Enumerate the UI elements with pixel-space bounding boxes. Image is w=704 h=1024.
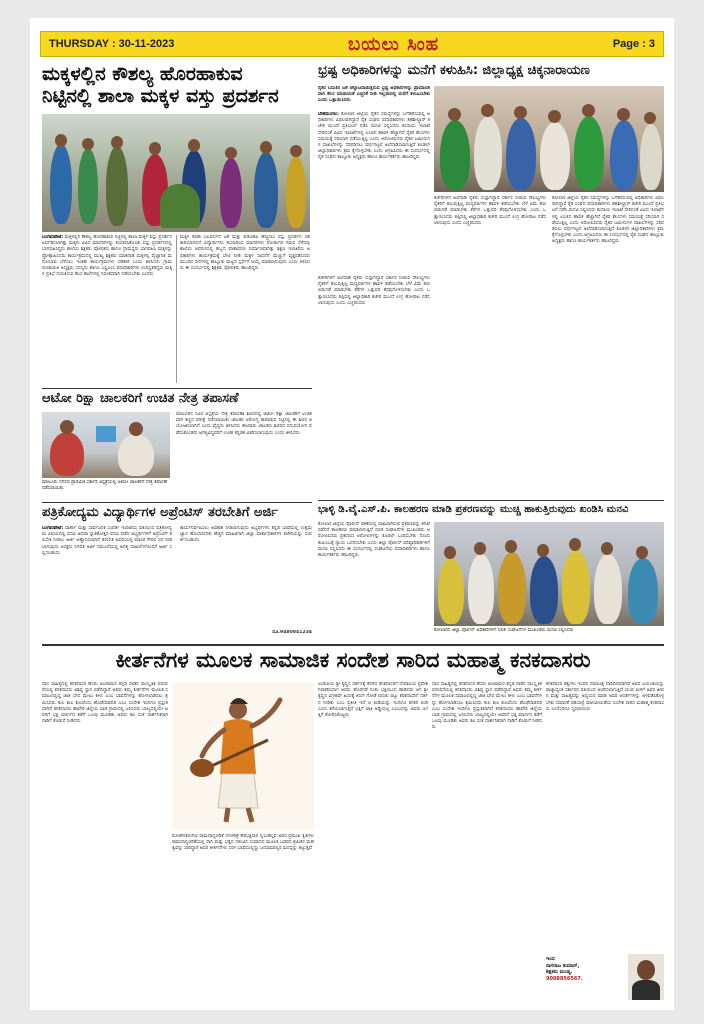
article6-col5: ಕನಕದಾಸರ ತತ್ವಗಳು ಇಂದಿನ ಸಮಾಜಕ್ಕೆ ದಾರಿದೀಪವಾಗಿವೆ ಅವರ ಜಯಂತಿಯನ್ನು ರಾಜ್ಯಾದ್ಯಂತ ಸರ್ಕಾರದ ವತಿಯಿಂದ ಆಚರಿಸಲಾಗುತ್ತಿದೆ ಯುವ ಪೀಳಿಗೆ ಅವರ ಜೀವನ ಮತ್ತು ಸಾಹಿತ್ಯವನ್ನು ಅಧ್ಯಯನ ಮಾಡಿ ಅವರ ಆದರ್ಶಗಳನ್ನು ಅಳವಡಿಸಿಕೊಳ್ಳಬೇಕು ಸಮಾನತೆ ಸಹಬಾಳ್ವೆ ಮಾನವೀಯತೆಯ ಸಂದೇಶ ಸಾರಿದ ಮಹಾತ್ಮ ಕನಕದಾಸರು ಎಂದೆಂದಿಗೂ ಸ್ಮರಣೀಯರು bbox=[546, 682, 664, 712]
article6-headline: ಕೀರ್ತನೆಗಳ ಮೂಲಕ ಸಾಮಾಜಿಕ ಸಂದೇಶ ಸಾರಿದ ಮಹಾತ್ಮ ಕನಕದಾಸರು bbox=[115, 648, 591, 672]
author-phone: 9008856567. bbox=[546, 975, 583, 982]
article2-headline: ಭ್ರಷ್ಟ ಅಧಿಕಾರಿಗಳನ್ನು ಮನೆಗೆ ಕಳುಹಿಸಿ: ಜಿಲ್ಲಾಧ್ಯಕ್ಷ ಚಿಕ್ಕನಾರಾಯಣ bbox=[318, 64, 590, 78]
article4-body-col2: ಕಾರ್ಯನಿರ್ವಹಿಸಲು ಅವಕಾಶ ನೀಡಲಾಗುವುದು ಅಭ್ಯರ್ಥಿಗಳು ಕನ್ನಡ ಭಾಷೆಯಲ್ಲಿ ಉತ್ತಮ ಜ್ಞಾನ ಹೊಂದಿರಬೇಕು ಹೆಚ್ಚಿನ ಮಾಹಿತಿಗಾಗಿ ಜಿಲ್ಲಾ ವಾರ್ತಾಧಿಕಾರಿಗಳ ಕಚೇರಿಯನ್ನು ಸಂಪರ್ಕಿಸಬಹುದು bbox=[180, 526, 312, 544]
masthead-date: THURSDAY : 30-11-2023 bbox=[49, 38, 175, 50]
article5-photo-petition bbox=[434, 522, 664, 626]
article5-body: ಕೋಲಾರ ಜಿಲ್ಲೆಯ ಪೊಲೀಸ್ ಠಾಣೆಯಲ್ಲಿ ದಾಖಲಾಗಿರುವ ಪ್ರಕರಣವನ್ನು ತನಿಖೆ ನಡೆಸದೆ ಕಾಲಹರಣ ಮಾಡಲಾಗುತ್ತಿದೆ ದಲಿತ ಸಂಘಟನೆಗಳ ಮುಖಂಡರು ಆರೋಪಿಸಿದರು ಪ್ರಕರಣದ ಆರೋಪಿಗಳನ್ನು ಕೂಡಲೇ ಬಂಧಿಸಬೇಕು ನೊಂದ ಕುಟುಂಬಕ್ಕೆ ನ್ಯಾಯ ಒದಗಿಸಬೇಕು ಎಂದು ಜಿಲ್ಲಾ ಪೊಲೀಸ್ ವರಿಷ್ಠಾಧಿಕಾರಿಗಳಿಗೆ ಮನವಿ ಸಲ್ಲಿಸಿದರು ಈ ಸಂದರ್ಭದಲ್ಲಿ ಸಂಘಟನೆಯ ಪದಾಧಿಕಾರಿಗಳು ಹಾಗೂ ಕಾರ್ಯಕರ್ತರು ಹಾಜರಿದ್ದರು bbox=[318, 522, 430, 559]
article3-photo-eye-camp bbox=[42, 412, 170, 478]
article1-headline bbox=[42, 64, 312, 110]
article6-author-block bbox=[546, 956, 624, 1000]
article6-col4: ದಾಸ ಸಾಹಿತ್ಯದಲ್ಲಿ ಕನಕದಾಸರ ಹೆಸರು ಅಜರಾಮರ ಕನ್ನಡ ನಾಡಿನ ಸಾಂಸ್ಕೃತಿಕ ಪರಂಪರೆಯಲ್ಲಿ ಕನಕದಾಸರು ವಿಶಿಷ್ಟ ಸ್ಥಾನ ಪಡೆದಿದ್ದಾರೆ ಅವರು ತಮ್ಮ ಕೀರ್ತನೆಗಳ ಮೂಲಕ ಸಮಾಜದಲ್ಲಿದ್ದ ಜಾತಿ ಭೇದ ಮೇಲು ಕೀಳು ಎಂಬ ಭಾವನೆಗಳನ್ನು ಹೋಗಲಾಡಿಸಲು ಶ್ರಮಿಸಿದರು ಕುಲ ಕುಲ ಕುಲವೆಂದು ಹೊಡೆದಾಡದಿರಿ ಎಂಬ ಸಂದೇಶ ಇಂದಿಗೂ ಪ್ರಸ್ತುತವಾಗಿದೆ ಕನಕದಾಸರು ಹಾವೇರಿ ಜಿಲ್ಲೆಯ ಬಾಡ ಗ್ರಾಮದಲ್ಲಿ ಜನಿಸಿದರು ಬಾಲ್ಯದಲ್ಲಿಯೇ ಅವರಿಗೆ ಭಕ್ತಿ ಮಾರ್ಗದ ಕಡೆಗೆ ಒಲವು ಮೂಡಿತು ಅವರು ಕವಿ ಸಂತ ದಾರ್ಶನಿಕರಾಗಿ ನಾಡಿಗೆ ಕೊಡುಗೆ ನೀಡಿದರು bbox=[432, 682, 542, 731]
author-name: ನಾಗರಾಜ ಕುಮಾರ್, bbox=[546, 962, 580, 969]
article2-body-middle: ಕಚೇರಿಗಳಿಗೆ ಅಲೆದಾಡಿ ರೈತರು ಸುಸ್ತಾಗಿದ್ದಾರೆ ಸರ್ಕಾರ ನೀಡುವ ಸೌಲಭ್ಯಗಳು ರೈತರಿಗೆ ತಲುಪುತ್ತಿಲ್ಲ ಮಧ್ಯವರ್ತಿಗಳ ಹಾವಳಿ ತಡೆಯಬೇಕು ಬೆಳೆ ವಿಮೆ ಹಣ ಬಿಡುಗಡೆ ಮಾಡಬೇಕು ಕೆರೆಗಳ ಒತ್ತುವರಿ ತೆರವುಗೊಳಿಸಬೇಕು ಎಂದು ಒತ್ತಾಯಿಸಿದರು ತಪ್ಪಿದಲ್ಲಿ ಜಿಲ್ಲಾಧಿಕಾರಿ ಕಚೇರಿ ಮುಂದೆ ಉಗ್ರ ಹೋರಾಟ ನಡೆಸಲಾಗುವುದು ಎಂದು ಎಚ್ಚರಿಸಿದರು bbox=[434, 196, 546, 226]
article1-body-col1-text: ಮಕ್ಕಳಲ್ಲಿನ ಕೌಶಲ್ಯ ಹೊರಹಾಕುವ ನಿಟ್ಟಿನಲ್ಲಿ ಶಾಲಾ ಮಕ್ಕಳ ವಸ್ತು ಪ್ರದರ್ಶನ ಏರ್ಪಡಿಸಲಾಗಿತ್ತು ಮಕ್ಕಳು ವಿವಿಧ ಮಾದರಿಗಳನ್ನು ತಯಾರಿಸಿಕೊಂಡು ವಸ್ತು ಪ್ರದರ್ಶನದಲ್ಲಿ ಭಾಗವಹಿಸಿದ್ದರು ಶಾಲೆಯ ಶಿಕ್ಷಕರು ಪೋಷಕರು ಹಾಗೂ ಗ್ರಾಮಸ್ಥರು ಭಾಗವಹಿಸಿ ಮಕ್ಕಳನ್ನು ಪ್ರೋತ್ಸಾಹಿಸಿದರು ಕಾರ್ಯಕ್ರಮದಲ್ಲಿ ಮುಖ್ಯ ಶಿಕ್ಷಕರು ಮಾತನಾಡಿ ಮಕ್ಕಳಲ್ಲಿ ವೈಜ್ಞಾನಿಕ ಮನೋಭಾವ ಬೆಳೆಸಲು ಇಂತಹ ಕಾರ್ಯಕ್ರಮಗಳು ಸಹಕಾರಿ ಎಂದು ತಿಳಿಸಿದರು ಗ್ರಾಮ ಪಂಚಾಯಿತಿ ಅಧ್ಯಕ್ಷರು ಸದಸ್ಯರು ಹಾಗೂ ಎಸ್ಡಿಎಂಸಿ ಪದಾಧಿಕಾರಿಗಳು ಉಪಸ್ಥಿತರಿದ್ದರು ಮಕ್ಕಳ ಪ್ರತಿಭೆ ಗುರುತಿಸುವ ಕೆಲಸ ಶಾಲೆಗಳಲ್ಲಿ ನಿರಂತರವಾಗಿ ನಡೆಯಬೇಕು ಎಂದರು bbox=[42, 235, 172, 278]
article4-body-text: ವಾರ್ತಾ ಮತ್ತು ಸಾರ್ವಜನಿಕ ಸಂಪರ್ಕ ಇಲಾಖೆಯ ವತಿಯಿಂದ ಪತ್ರಿಕೋದ್ಯಮ ವಿಷಯದಲ್ಲಿ ಪದವಿ ಅಥವಾ ಸ್ನಾತಕೋತ್ತರ ಪದವಿ ಪಡೆದ ಅಭ್ಯರ್ಥಿಗಳಿಗೆ ಅಪ್ರೆಂಟಿಸ್ ತರಬೇತಿ ನೀಡಲು ಅರ್ಜಿ ಆಹ್ವಾನಿಸಲಾಗಿದೆ ತರಬೇತಿ ಅವಧಿಯಲ್ಲಿ ಮಾಸಿಕ ಗೌರವ ಧನ ನೀಡಲಾಗುವುದು ಆಸಕ್ತರು ನಿಗದಿತ ಅರ್ಜಿ ನಮೂನೆಯಲ್ಲಿ ಅಗತ್ಯ ದಾಖಲೆಗಳೊಂದಿಗೆ ಅರ್ಜಿ ಸಲ್ಲಿಸಬಹುದು bbox=[42, 526, 172, 556]
article1-body-col1 bbox=[42, 235, 172, 385]
kanakadasa-figure-icon bbox=[172, 682, 314, 830]
article6-kanakadasa-illustration bbox=[172, 682, 314, 830]
article6-col1: ದಾಸ ಸಾಹಿತ್ಯದಲ್ಲಿ ಕನಕದಾಸರ ಹೆಸರು ಅಜರಾಮರ ಕನ್ನಡ ನಾಡಿನ ಸಾಂಸ್ಕೃತಿಕ ಪರಂಪರೆಯಲ್ಲಿ ಕನಕದಾಸರು ವಿಶಿಷ್ಟ ಸ್ಥಾನ ಪಡೆದಿದ್ದಾರೆ ಅವರು ತಮ್ಮ ಕೀರ್ತನೆಗಳ ಮೂಲಕ ಸಮಾಜದಲ್ಲಿದ್ದ ಜಾತಿ ಭೇದ ಮೇಲು ಕೀಳು ಎಂಬ ಭಾವನೆಗಳನ್ನು ಹೋಗಲಾಡಿಸಲು ಶ್ರಮಿಸಿದರು ಕುಲ ಕುಲ ಕುಲವೆಂದು ಹೊಡೆದಾಡದಿರಿ ಎಂಬ ಸಂದೇಶ ಇಂದಿಗೂ ಪ್ರಸ್ತುತವಾಗಿದೆ ಕನಕದಾಸರು ಹಾವೇರಿ ಜಿಲ್ಲೆಯ ಬಾಡ ಗ್ರಾಮದಲ್ಲಿ ಜನಿಸಿದರು ಬಾಲ್ಯದಲ್ಲಿಯೇ ಅವರಿಗೆ ಭಕ್ತಿ ಮಾರ್ಗದ ಕಡೆಗೆ ಒಲವು ಮೂಡಿತು ಅವರು ಕವಿ ಸಂತ ದಾರ್ಶನಿಕರಾಗಿ ನಾಡಿಗೆ ಕೊಡುಗೆ ನೀಡಿದರು bbox=[42, 682, 168, 725]
masthead bbox=[40, 31, 664, 57]
author-role: ಶಿಕ್ಷಕರು ಮಂಡ್ಯ. bbox=[546, 969, 573, 975]
article4-body-col1 bbox=[42, 526, 172, 638]
article4-headline: ಪತ್ರಿಕೋದ್ಯಮ ವಿದ್ಯಾರ್ಥಿಗಳ ಅಪ್ರೆಂಟಿಸ್ ತರಬೇತಿಗೆ ಅರ್ಜಿ bbox=[42, 506, 278, 520]
article2-body-left-cont: ಕಚೇರಿಗಳಿಗೆ ಅಲೆದಾಡಿ ರೈತರು ಸುಸ್ತಾಗಿದ್ದಾರೆ ಸರ್ಕಾರ ನೀಡುವ ಸೌಲಭ್ಯಗಳು ರೈತರಿಗೆ ತಲುಪುತ್ತಿಲ್ಲ ಮಧ್ಯವರ್ತಿಗಳ ಹಾವಳಿ ತಡೆಯಬೇಕು ಬೆಳೆ ವಿಮೆ ಹಣ ಬಿಡುಗಡೆ ಮಾಡಬೇಕು ಕೆರೆಗಳ ಒತ್ತುವರಿ ತೆರವುಗೊಳಿಸಬೇಕು ಎಂದು ಒತ್ತಾಯಿಸಿದರು ತಪ್ಪಿದಲ್ಲಿ ಜಿಲ್ಲಾಧಿಕಾರಿ ಕಚೇರಿ ಮುಂದೆ ಉಗ್ರ ಹೋರಾಟ ನಡೆಸಲಾಗುವುದು ಎಂದು ಎಚ್ಚರಿಸಿದರು bbox=[318, 276, 430, 306]
newspaper-page bbox=[30, 18, 674, 1010]
article1-photo-school-exhibition bbox=[42, 114, 310, 232]
article2-body-text: ಕೋಲಾರ ಜಿಲ್ಲೆಯ ರೈತರ ಸಮಸ್ಯೆಗಳನ್ನು ಬಗೆಹರಿಸುವಲ್ಲಿ ಅಧಿಕಾರಿಗಳು ವಿಫಲರಾಗಿದ್ದಾರೆ ರೈತ ಸಂಘದ ಪದಾಧಿಕಾರಿಗಳು ತಹಶೀಲ್ದಾರ್ ಕಚೇರಿ ಮುಂದೆ ಪ್ರತಿಭಟನೆ ನಡೆಸಿ ಮನವಿ ಸಲ್ಲಿಸಿದರು ಕಂದಾಯ ಇಲಾಖೆ ಸೇರಿದಂತೆ ವಿವಿಧ ಇಲಾಖೆಗಳಲ್ಲಿ ಲಂಚದ ಹಾವಳಿ ಹೆಚ್ಚಾಗಿದೆ ರೈತರ ಕೆಲಸಗಳು ಸಮಯಕ್ಕೆ ಸರಿಯಾಗಿ ನಡೆಯುತ್ತಿಲ್ಲ ಎಂದು ಆರೋಪಿಸಿದರು ರೈತರ ಜಮೀನುಗಳ ದಾಖಲೆಗಳನ್ನು ಸರಿಪಡಿಸಲು ವರ್ಷಗಟ್ಟಲೆ ಅಲೆದಾಡಿಸಲಾಗುತ್ತಿದೆ ಕೂಡಲೇ ಜಿಲ್ಲಾಧಿಕಾರಿಗಳು ಕ್ರಮ ಕೈಗೊಳ್ಳಬೇಕು ಎಂದು ಆಗ್ರಹಿಸಿದರು ಈ ಸಂದರ್ಭದಲ್ಲಿ ರೈತ ಸಂಘದ ತಾಲ್ಲೂಕು ಅಧ್ಯಕ್ಷರು ಹಾಗೂ ಕಾರ್ಯಕರ್ತರು ಹಾಜರಿದ್ದರು bbox=[318, 112, 430, 161]
article1-body-col2: ಮಕ್ಕಳ ಕಲಿಕಾ ಬಲವರ್ಧನೆ ಜತೆ ಮತ್ತು ಕುತೂಹಲ ಹೆಚ್ಚಿಸಲು ವಸ್ತು ಪ್ರದರ್ಶನ ಸಹಕಾರಿಯಾಗಲಿದೆ ವಿದ್ಯಾರ್ಥಿಗಳು ತಯಾರಿಸಿದ ಮಾದರಿಗಳು ನೋಡುಗರ ಗಮನ ಸೆಳೆದವು ಶಾಲೆಯ ಆವರಣದಲ್ಲಿ ಹಬ್ಬದ ವಾತಾವರಣ ನಿರ್ಮಾಣವಾಗಿತ್ತು ಶಿಕ್ಷಣ ಇಲಾಖೆಯ ಅಧಿಕಾರಿಗಳು ಕಾರ್ಯಕ್ರಮಕ್ಕೆ ಭೇಟಿ ನೀಡಿ ಮಕ್ಕಳ ಸಾಧನೆಗೆ ಮೆಚ್ಚುಗೆ ವ್ಯಕ್ತಪಡಿಸಿದರು ಮುಂದಿನ ದಿನಗಳಲ್ಲಿ ತಾಲ್ಲೂಕು ಮಟ್ಟದ ಸ್ಪರ್ಧೆಗೆ ಆಯ್ಕೆ ಮಾಡಲಾಗುವುದು ಎಂದು ತಿಳಿಸಿದರು ಈ ಸಂದರ್ಭದಲ್ಲಿ ಶಿಕ್ಷಕರು ಪೋಷಕರು ಹಾಜರಿದ್ದರು bbox=[180, 235, 310, 272]
article6-col2: ಮೋಹನತರಂಗಿಣಿ ರಾಮಧಾನ್ಯಚರಿತೆ ನಳಚರಿತ್ರೆ ಹರಿಭಕ್ತಿಸಾರ ನೃಸಿಂಹಸ್ತವ ಅವರ ಪ್ರಮುಖ ಕೃತಿಗಳು ರಾಮಧಾನ್ಯಚರಿತೆಯಲ್ಲಿ ರಾಗಿ ಮತ್ತು ಭತ್ತದ ನಡುವಿನ ಸಂವಾದದ ಮೂಲಕ ಬಡವರ ಶ್ರಮಿಕರ ಮಹತ್ವವನ್ನು ಸಾರಿದ್ದಾರೆ ಅವರ ಕೀರ್ತನೆಗಳು ಸರಳ ಭಾಷೆಯಲ್ಲಿದ್ದು ಜನಸಾಮಾನ್ಯರ ಮನಸ್ಸನ್ನು ತಟ್ಟುತ್ತವೆ bbox=[172, 834, 314, 852]
article2-body-left bbox=[318, 112, 430, 272]
article2-body-right: ಕೋಲಾರ ಜಿಲ್ಲೆಯ ರೈತರ ಸಮಸ್ಯೆಗಳನ್ನು ಬಗೆಹರಿಸುವಲ್ಲಿ ಅಧಿಕಾರಿಗಳು ವಿಫಲರಾಗಿದ್ದಾರೆ ರೈತ ಸಂಘದ ಪದಾಧಿಕಾರಿಗಳು ತಹಶೀಲ್ದಾರ್ ಕಚೇರಿ ಮುಂದೆ ಪ್ರತಿಭಟನೆ ನಡೆಸಿ ಮನವಿ ಸಲ್ಲಿಸಿದರು ಕಂದಾಯ ಇಲಾಖೆ ಸೇರಿದಂತೆ ವಿವಿಧ ಇಲಾಖೆಗಳಲ್ಲಿ ಲಂಚದ ಹಾವಳಿ ಹೆಚ್ಚಾಗಿದೆ ರೈತರ ಕೆಲಸಗಳು ಸಮಯಕ್ಕೆ ಸರಿಯಾಗಿ ನಡೆಯುತ್ತಿಲ್ಲ ಎಂದು ಆರೋಪಿಸಿದರು ರೈತರ ಜಮೀನುಗಳ ದಾಖಲೆಗಳನ್ನು ಸರಿಪಡಿಸಲು ವರ್ಷಗಟ್ಟಲೆ ಅಲೆದಾಡಿಸಲಾಗುತ್ತಿದೆ ಕೂಡಲೇ ಜಿಲ್ಲಾಧಿಕಾರಿಗಳು ಕ್ರಮ ಕೈಗೊಳ್ಳಬೇಕು ಎಂದು ಆಗ್ರಹಿಸಿದರು ಈ ಸಂದರ್ಭದಲ್ಲಿ ರೈತ ಸಂಘದ ತಾಲ್ಲೂಕು ಅಧ್ಯಕ್ಷರು ಹಾಗೂ ಕಾರ್ಯಕರ್ತರು ಹಾಜರಿದ್ದರು bbox=[552, 196, 664, 245]
article6-col3: ಉಡುಪಿಯ ಶ್ರೀ ಕೃಷ್ಣನ ದರ್ಶನಕ್ಕೆ ತೆರಳಿದ ಕನಕದಾಸರಿಗೆ ದೇವಾಲಯ ಪ್ರವೇಶ ನಿರಾಕರಿಸಿದಾಗ ಅವರು ಹೊರಗಡೆ ನಿಂತು ಭಕ್ತಿಯಿಂದ ಹಾಡಿದರು ಆಗ ಶ್ರೀ ಕೃಷ್ಣನ ವಿಗ್ರಹವೇ ಹಿಂದಕ್ಕೆ ತಿರುಗಿ ಗೋಡೆ ಬಿರುಕು ಬಿಟ್ಟು ಕನಕದಾಸರಿಗೆ ದರ್ಶನ ನೀಡಿತು ಎಂಬ ಪ್ರತೀತಿ ಇದೆ ಆ ಕಿಂಡಿಯನ್ನು ಇಂದಿಗೂ ಕನಕನ ಕಿಂಡಿ ಎಂದು ಕರೆಯಲಾಗುತ್ತದೆ ಭಕ್ತಿಗೆ ಜಾತಿ ಅಡ್ಡಿಯಲ್ಲ ಎಂಬುದನ್ನು ಅವರು ಜಗತ್ತಿಗೆ ತೋರಿಸಿಕೊಟ್ಟರು bbox=[318, 682, 428, 719]
article4-dateline: ಬಂಗಾರಪೇಟೆ: bbox=[42, 526, 64, 531]
masthead-title: ಬಯಲು ಸಿಂಹ bbox=[348, 33, 440, 55]
article3-photo-caption: ಮಾಲೂರು ನಗರದ ಪ್ರಾಥಮಿಕ ಸರ್ಕಾರಿ ಆಸ್ಪತ್ರೆಯಲ್ಲಿ ಆಟೋ ಚಾಲಕರಿಗೆ ನೇತ್ರ ತಪಾಸಣೆ ನಡೆಸಲಾಯಿತು bbox=[42, 480, 167, 491]
article1-headline-line1: ಮಕ್ಕಳಲ್ಲಿನ ಕೌಶಲ್ಯ ಹೊರಹಾಕುವ bbox=[42, 64, 243, 85]
masthead-page-number: Page : 3 bbox=[612, 38, 655, 50]
article4-phone: ದೂ.9480841234 bbox=[272, 630, 312, 635]
article3-headline: ಆಟೋ ರಿಕ್ಷಾ ಚಾಲಕರಿಗೆ ಉಚಿತ ನೇತ್ರ ತಪಾಸಣೆ bbox=[42, 392, 239, 406]
author-photo bbox=[628, 954, 664, 1000]
article2-photo-farmers-protest bbox=[434, 86, 664, 192]
article5-headline: ಭಾಳ್ಳಿ ಡಿ.ವೈ.ಎಸ್.ಪಿ. ಕಾಲಹರಣ ಮಾಡಿ ಪ್ರಕರಣವನ್ನು ಮುಚ್ಚಿ ಹಾಕುತ್ತಿರುವುದು ಖಂಡಿಸಿ ಮನವಿ bbox=[318, 504, 629, 515]
article1-headline-line2: ನಿಟ್ಟಿನಲ್ಲಿ ಶಾಲಾ ಮಕ್ಕಳ ವಸ್ತು ಪ್ರದರ್ಶನ bbox=[42, 84, 279, 107]
article2-lead: ರೈತರ ಬದುಕಿನ ಜತೆ ಚೆಲ್ಲಾಟವಾಡುತ್ತಿರುವ ಭ್ರಷ್ಟ ಅಧಿಕಾರಿಗಳನ್ನು ಪ್ರಾಮಾಣಿಕವಾಗಿ ಕೆಲಸ ಮಾಡುವಂತೆ ಎಚ್ಚರಿಕೆ ನೀಡಿ ಇಲ್ಲವಾದಲ್ಲಿ ಮನೆಗೆ ಕಳುಹಿಸಬೇಕು ಎಂದು ಒತ್ತಾಯಿಸಿದರು bbox=[318, 86, 430, 104]
article3-body: ಮಾಲೂರಿನ ನಿವಿನ ಆಸ್ಪತ್ರೆಯ ನೇತ್ರ ತಪಾಸಣಾ ಶಿಬಿರದಲ್ಲಿ ಆಟೋ ರಿಕ್ಷಾ ಚಾಲಕರಿಗೆ ಉಚಿತವಾಗಿ ಕಣ್ಣಿನ ಪರೀಕ್ಷೆ ನಡೆಸಲಾಯಿತು ಚಾಲಕರ ಆರೋಗ್ಯ ಕಾಪಾಡುವ ನಿಟ್ಟಿನಲ್ಲಿ ಈ ಶಿಬಿರ ಆಯೋಜಿಸಲಾಗಿದೆ ಎಂದು ವೈದ್ಯರು ತಿಳಿಸಿದರು ಹಲವಾರು ಚಾಲಕರು ಶಿಬಿರದ ಸದುಪಯೋಗ ಪಡೆದುಕೊಂಡರು ಅಗತ್ಯವಿದ್ದವರಿಗೆ ಉಚಿತ ಕನ್ನಡಕ ವಿತರಿಸಲಾಗುವುದು ಎಂದು ತಿಳಿಸಿದರು bbox=[176, 412, 312, 436]
author-label: ಇಂದ bbox=[546, 956, 555, 962]
article2-dateline: ಬೇತಮಂಗಲ: bbox=[318, 112, 339, 117]
article1-dateline: ಬಂಗಾರಪೇಟೆ: bbox=[42, 235, 64, 240]
article5-photo-caption: ಕೋಲಾರದ ಜಿಲ್ಲಾ ಪೊಲೀಸ್ ಅಧಿಕಾರಿಗಳಿಗೆ ದಲಿತ ಸಂಘಟನೆಗಳ ಮುಖಂಡರು ಮನವಿ ಸಲ್ಲಿಸಿದರು bbox=[434, 628, 574, 633]
